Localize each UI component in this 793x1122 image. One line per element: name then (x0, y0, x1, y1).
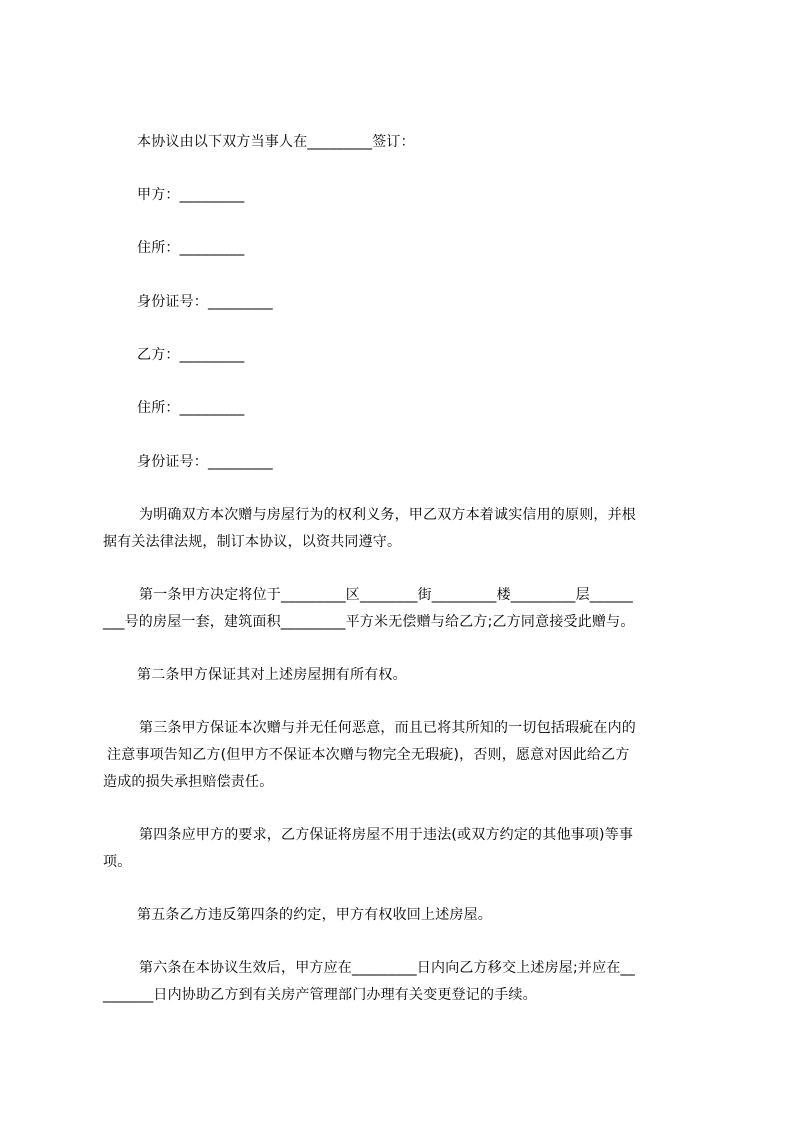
article-1-line: 第一条甲方决定将位于_________区________街_________楼_________层______ (139, 587, 633, 603)
article-2-line: 第二条甲方保证其对上述房屋拥有所有权。 (137, 667, 407, 683)
party-a-name-line: 甲方：_________ (137, 187, 245, 203)
party-a-address-line: 住所：_________ (137, 240, 245, 256)
article-1-line: ___号的房屋一套，建筑面积_________平方米无偿赠与给乙方;乙方同意接受此赠与。 (103, 614, 635, 630)
party-b-id-line: 身份证号：_________ (137, 454, 273, 470)
article-5-line: 第五条乙方违反第四条的约定，甲方有权收回上述房屋。 (137, 907, 492, 923)
article-3-line: 注意事项告知乙方(但甲方不保证本次赠与物完全无瑕疵)，否则，愿意对因此给乙方 (107, 747, 630, 763)
party-b-address-line: 住所：_________ (137, 400, 245, 416)
party-a-id-line: 身份证号：_________ (137, 294, 273, 310)
article-6-line: _______日内协助乙方到有关房产管理部门办理有关变更登记的手续。 (103, 987, 537, 1003)
intro-line: 本协议由以下双方当事人在_________签订： (137, 134, 415, 150)
preamble-line: 为明确双方本次赠与房屋行为的权利义务，甲乙双方本着诚实信用的原则，并根 (139, 507, 636, 523)
article-3-line: 第三条甲方保证本次赠与并无任何恶意，而且已将其所知的一切包括瑕疵在内的 (139, 720, 636, 736)
article-3-line: 造成的损失承担赔偿责任。 (103, 774, 274, 790)
party-b-name-line: 乙方：_________ (137, 347, 245, 363)
article-6-line: 第六条在本协议生效后，甲方应在_________日内向乙方移交上述房屋;并应在__ (139, 960, 635, 976)
article-4-line: 项。 (103, 854, 132, 870)
article-4-line: 第四条应甲方的要求，乙方保证将房屋不用于违法(或双方约定的其他事项)等事 (139, 827, 634, 843)
preamble-line: 据有关法律法规，制订本协议，以资共同遵守。 (103, 534, 402, 550)
